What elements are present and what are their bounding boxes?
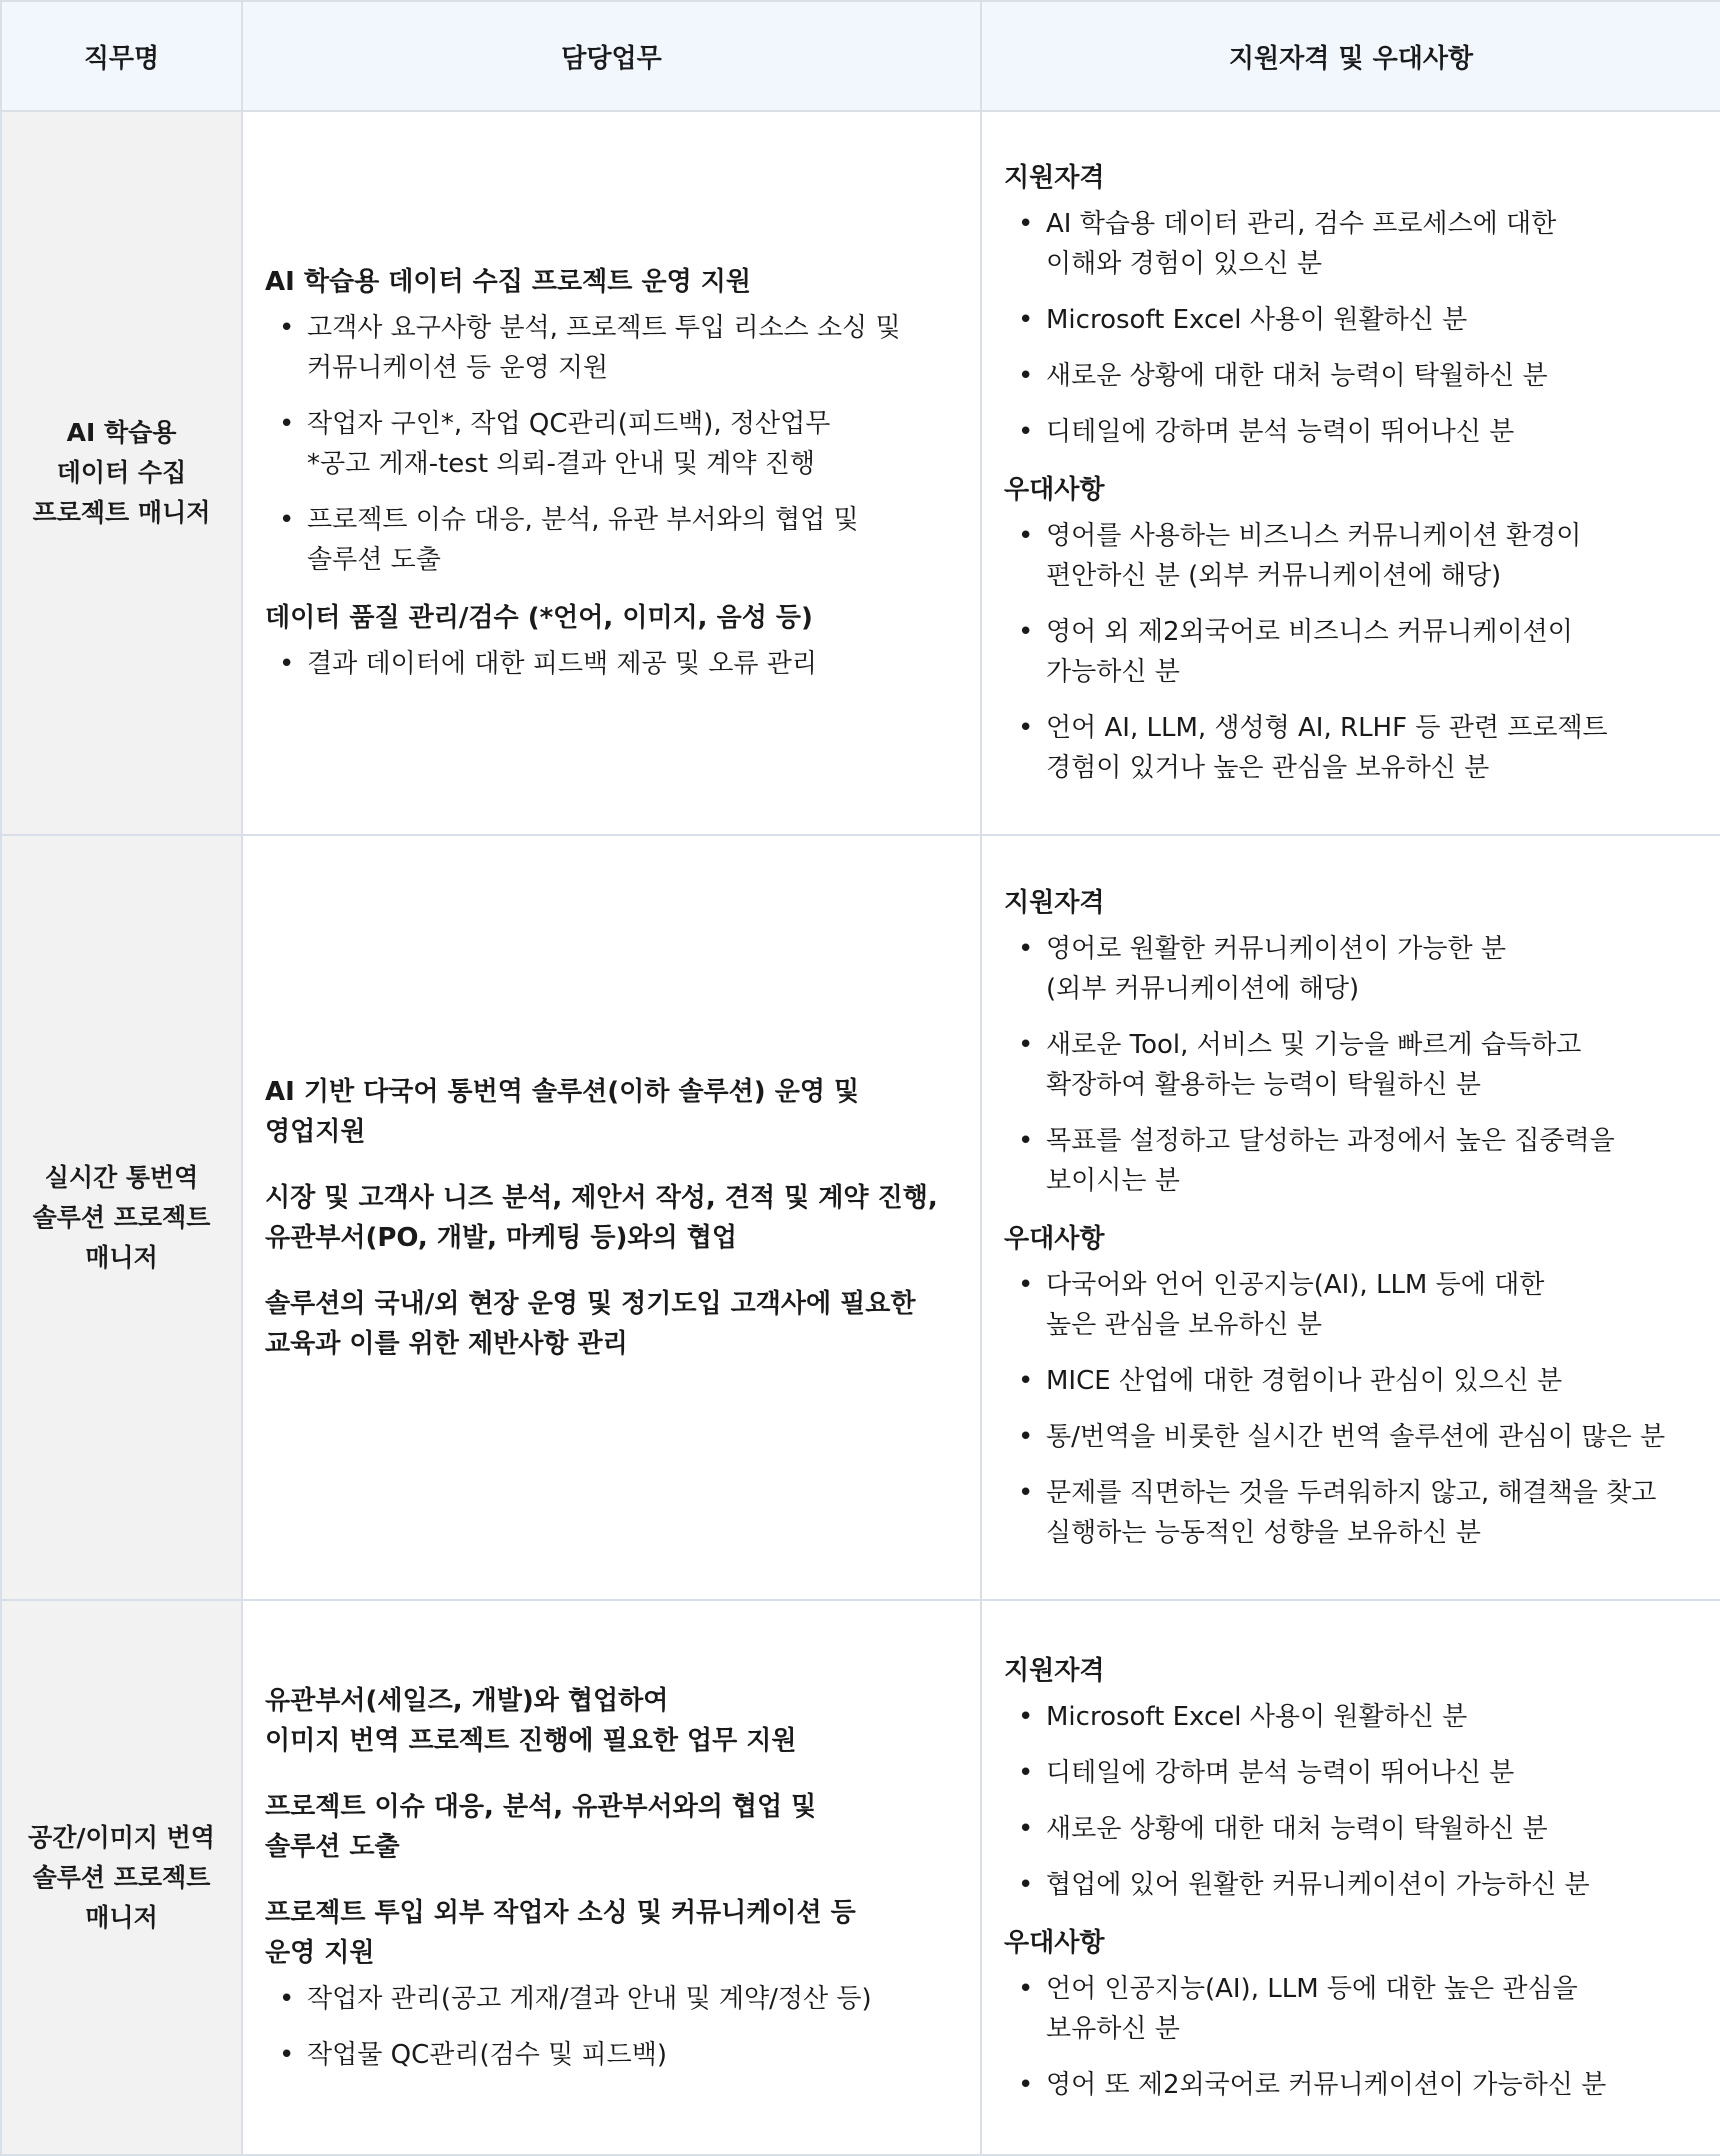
list-item: • MICE 산업에 대한 경험이나 관심이 있으신 분 (1004, 1361, 1698, 1401)
list-item: • 프로젝트 이슈 대응, 분석, 유관 부서와의 협업 및 솔루션 도출 (265, 500, 958, 580)
qualification-heading: 지원자격 (1004, 887, 1105, 918)
list-item: • Microsoft Excel 사용이 원활하신 분 (1004, 300, 1698, 340)
table-header-row (1, 1, 1720, 111)
role-name: 실시간 통번역 솔루션 프로젝트 매니저 (1, 835, 242, 1600)
list-item: • 작업자 관리(공고 게재/결과 안내 및 계약/정산 등) (265, 1979, 958, 2019)
duty-heading: AI 학습용 데이터 수집 프로젝트 운영 지원 (265, 267, 751, 297)
qualification-list (1004, 1697, 1698, 1905)
list-item: • 영어 또 제2외국어로 커뮤니케이션이 가능하신 분 (1004, 2065, 1698, 2105)
table-row (1, 1600, 1720, 2155)
list-item: • 언어 AI, LLM, 생성형 AI, RLHF 등 관련 프로젝트 경험이 있거나 높은 관심을 보유하신 분 (1004, 708, 1698, 788)
list-item: • 작업물 QC관리(검수 및 피드백) (265, 2035, 958, 2075)
list-item: • 협업에 있어 원활한 커뮤니케이션이 가능하신 분 (1004, 1865, 1698, 1905)
duty-paragraph: 솔루션의 국내/외 현장 운영 및 정기도입 고객사에 필요한 교육과 이를 위한 제반사항 관리 (265, 1288, 916, 1359)
preference-heading: 우대사항 (1004, 475, 1105, 505)
list-item: • 언어 인공지능(AI), LLM 등에 대한 높은 관심을 보유하신 분 (1004, 1969, 1698, 2049)
preference-list (1004, 516, 1698, 788)
list-item: • 영어 외 제2외국어로 비즈니스 커뮤니케이션이 가능하신 분 (1004, 612, 1698, 692)
duty-heading: 데이터 품질 관리/검수 (*언어, 이미지, 음성 등) (265, 603, 813, 633)
header-job-title: 직무명 (1, 1, 242, 111)
role-name: 공간/이미지 번역 솔루션 프로젝트 매니저 (1, 1600, 242, 2155)
qualification-heading: 지원자격 (1004, 163, 1105, 193)
duty-list (265, 308, 958, 580)
duty-paragraph: 프로젝트 이슈 대응, 분석, 유관부서와의 협업 및 솔루션 도출 (265, 1791, 817, 1862)
qualification-cell (981, 835, 1720, 1600)
qualification-cell (981, 1600, 1720, 2155)
list-item: • 디테일에 강하며 분석 능력이 뛰어나신 분 (1004, 1753, 1698, 1793)
table-row (1, 111, 1720, 835)
duty-paragraph: 시장 및 고객사 니즈 분석, 제안서 작성, 견적 및 계약 진행, 유관부서(PO, 개발, 마케팅 등)와의 협업 (265, 1182, 938, 1253)
list-item: • 목표를 설정하고 달성하는 과정에서 높은 집중력을 보이시는 분 (1004, 1121, 1698, 1201)
list-item: • Microsoft Excel 사용이 원활하신 분 (1004, 1697, 1698, 1737)
list-item: • 영어를 사용하는 비즈니스 커뮤니케이션 환경이 편안하신 분 (외부 커뮤니케이션에 해당) (1004, 516, 1698, 596)
table-row (1, 835, 1720, 1600)
header-qualifications: 지원자격 및 우대사항 (981, 1, 1720, 111)
list-item: • 고객사 요구사항 분석, 프로젝트 투입 리소스 소싱 및 커뮤니케이션 등 운영 지원 (265, 308, 958, 388)
list-item: • 문제를 직면하는 것을 두려워하지 않고, 해결책을 찾고 실행하는 능동적인 성향을 보유하신 분 (1004, 1473, 1698, 1553)
qualification-list (1004, 204, 1698, 452)
list-item: • 디테일에 강하며 분석 능력이 뛰어나신 분 (1004, 412, 1698, 452)
duty-paragraph: 프로젝트 투입 외부 작업자 소싱 및 커뮤니케이션 등 운영 지원 (265, 1897, 856, 1968)
list-item: • 새로운 상황에 대한 대처 능력이 탁월하신 분 (1004, 356, 1698, 396)
list-item: • 새로운 Tool, 서비스 및 기능을 빠르게 습득하고 확장하여 활용하는 능력이 탁월하신 분 (1004, 1025, 1698, 1105)
duty-cell (242, 111, 981, 835)
duty-list (265, 1979, 958, 2075)
qualification-cell (981, 111, 1720, 835)
preference-list (1004, 1969, 1698, 2105)
qualification-list (1004, 929, 1698, 1201)
list-item: • 다국어와 언어 인공지능(AI), LLM 등에 대한 높은 관심을 보유하신 분 (1004, 1265, 1698, 1345)
list-item: • 영어로 원활한 커뮤니케이션이 가능한 분 (외부 커뮤니케이션에 해당) (1004, 929, 1698, 1009)
list-item: • 결과 데이터에 대한 피드백 제공 및 오류 관리 (265, 644, 958, 684)
role-name: AI 학습용 데이터 수집 프로젝트 매니저 (1, 111, 242, 835)
list-item: • 새로운 상황에 대한 대처 능력이 탁월하신 분 (1004, 1809, 1698, 1849)
list-item: • 통/번역을 비롯한 실시간 번역 솔루션에 관심이 많은 분 (1004, 1417, 1698, 1457)
duty-cell (242, 835, 981, 1600)
duty-paragraph: 유관부서(세일즈, 개발)와 협업하여 이미지 번역 프로젝트 진행에 필요한 업무 지원 (265, 1685, 797, 1756)
preference-heading: 우대사항 (1004, 1927, 1105, 1958)
duty-cell (242, 1600, 981, 2155)
duty-list (265, 644, 958, 684)
list-item: • 작업자 구인*, 작업 QC관리(피드백), 정산업무 *공고 게재-test 의뢰-결과 안내 및 계약 진행 (265, 404, 958, 484)
qualification-heading: 지원자격 (1004, 1655, 1105, 1686)
list-item: • AI 학습용 데이터 관리, 검수 프로세스에 대한 이해와 경험이 있으신 분 (1004, 204, 1698, 284)
header-duties: 담당업무 (242, 1, 981, 111)
preference-heading: 우대사항 (1004, 1223, 1105, 1254)
duty-paragraph: AI 기반 다국어 통번역 솔루션(이하 솔루션) 운영 및 영업지원 (265, 1076, 860, 1147)
preference-list (1004, 1265, 1698, 1553)
